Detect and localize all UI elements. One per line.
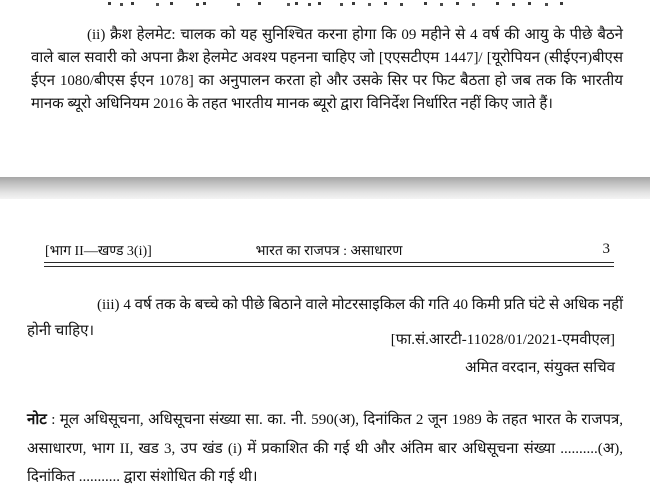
- page-header: [45, 241, 613, 259]
- header-part-section: [भाग II—खण्ड 3(i)]: [45, 244, 152, 259]
- clause-iii-speed-limit-paragraph: (iii) 4 वर्ष तक के बच्चे को पीछे बिठाने वाले मोटरसाइकिल की गति 40 किमी प्रति घंटे से अधिक नहीं होनी चाहिए।: [27, 297, 623, 339]
- footnote-paragraph: [27, 406, 623, 492]
- file-number-line: [फा.सं.आरटी-11028/01/2021-एमवीएल]: [390, 332, 615, 348]
- cutoff-text-fragments: [0, 2, 3, 5]
- clause-ii-crash-helmet-paragraph: (ii) क्रैश हेलमेट: चालक को यह सुनिश्चित करना होगा कि 09 महीने से 4 वर्ष की आयु के पीछे बैठने वाले बाल सवारी को अपना क्रैश हेलमेट अवश्य पहनना चाहिए जो [एएसटीएम 1447]/ [यूरोपियन (सीईएन)बीएस ईएन 1080/बीएस ईएन 1078] का अनुपालन करता हो और उसके सिर पर फिट बैठता हो जब तक कि भारतीय मानक ब्यूरो अधिनियम 2016 के तहत भारतीय मानक ब्यूरो द्वारा विनिर्देश निर्धारित नहीं किए जाते हैं।: [31, 27, 623, 112]
- header-gazette-title: भारत का राजपत्र : असाधारण: [255, 244, 403, 259]
- page-break-separator: [0, 177, 650, 199]
- header-double-rule: [44, 262, 614, 267]
- page-number: 3: [602, 241, 610, 257]
- footnote-body: : मूल अधिसूचना, अधिसूचना संख्या सा. का. नी. 590(अ), दिनांकित 2 जून 1989 के तहत भारत के राजपत्र, असाधारण, भाग II, खड 3, उप खंड (i) में प्रकाशित की गई थी और अंतिम बार अधिसूचना संख्या ..........(अ), दिनांकित ........... द्वारा संशोधित की गई थी।: [27, 412, 623, 485]
- footnote-label: नोट: [27, 412, 47, 428]
- signatory-line: अमित वरदान, संयुक्त सचिव: [465, 360, 615, 376]
